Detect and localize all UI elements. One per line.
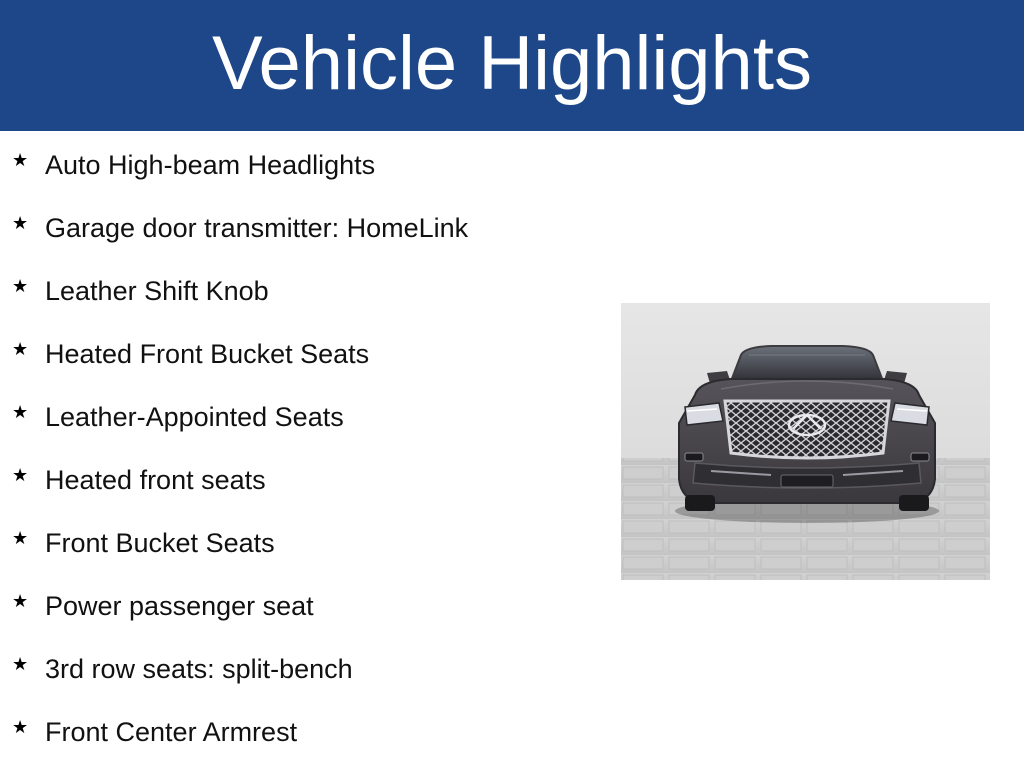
highlight-label: Front Bucket Seats <box>45 528 275 558</box>
list-item <box>0 383 600 446</box>
highlight-label: Power passenger seat <box>45 591 314 621</box>
highlight-label: Auto High-beam Headlights <box>45 150 376 180</box>
list-item <box>0 509 600 572</box>
page-title: Vehicle Highlights <box>212 20 812 106</box>
list-item <box>0 635 600 698</box>
star-icon: ★ <box>12 528 29 549</box>
vehicle-photo <box>621 303 990 580</box>
list-item <box>0 320 600 383</box>
star-icon: ★ <box>12 213 29 234</box>
list-item <box>0 257 600 320</box>
highlight-label: Heated Front Bucket Seats <box>45 339 370 369</box>
highlight-label: Leather-Appointed Seats <box>45 402 344 432</box>
star-icon: ★ <box>12 465 29 486</box>
list-item <box>0 698 600 761</box>
list-item <box>0 446 600 509</box>
highlight-label: 3rd row seats: split-bench <box>45 654 353 684</box>
highlight-label: Heated front seats <box>45 465 266 495</box>
star-icon: ★ <box>12 276 29 297</box>
star-icon: ★ <box>12 402 29 423</box>
highlight-label: Leather Shift Knob <box>45 276 269 306</box>
vehicle-illustration <box>621 303 990 580</box>
list-item <box>0 194 600 257</box>
list-item <box>0 131 600 194</box>
highlight-label: Front Center Armrest <box>45 717 298 747</box>
star-icon: ★ <box>12 150 29 171</box>
highlight-label: Garage door transmitter: HomeLink <box>45 213 469 243</box>
header-banner <box>0 0 1024 131</box>
star-icon: ★ <box>12 654 29 675</box>
list-item <box>0 572 600 635</box>
star-icon: ★ <box>12 339 29 360</box>
star-icon: ★ <box>12 591 29 612</box>
star-icon: ★ <box>12 717 29 738</box>
